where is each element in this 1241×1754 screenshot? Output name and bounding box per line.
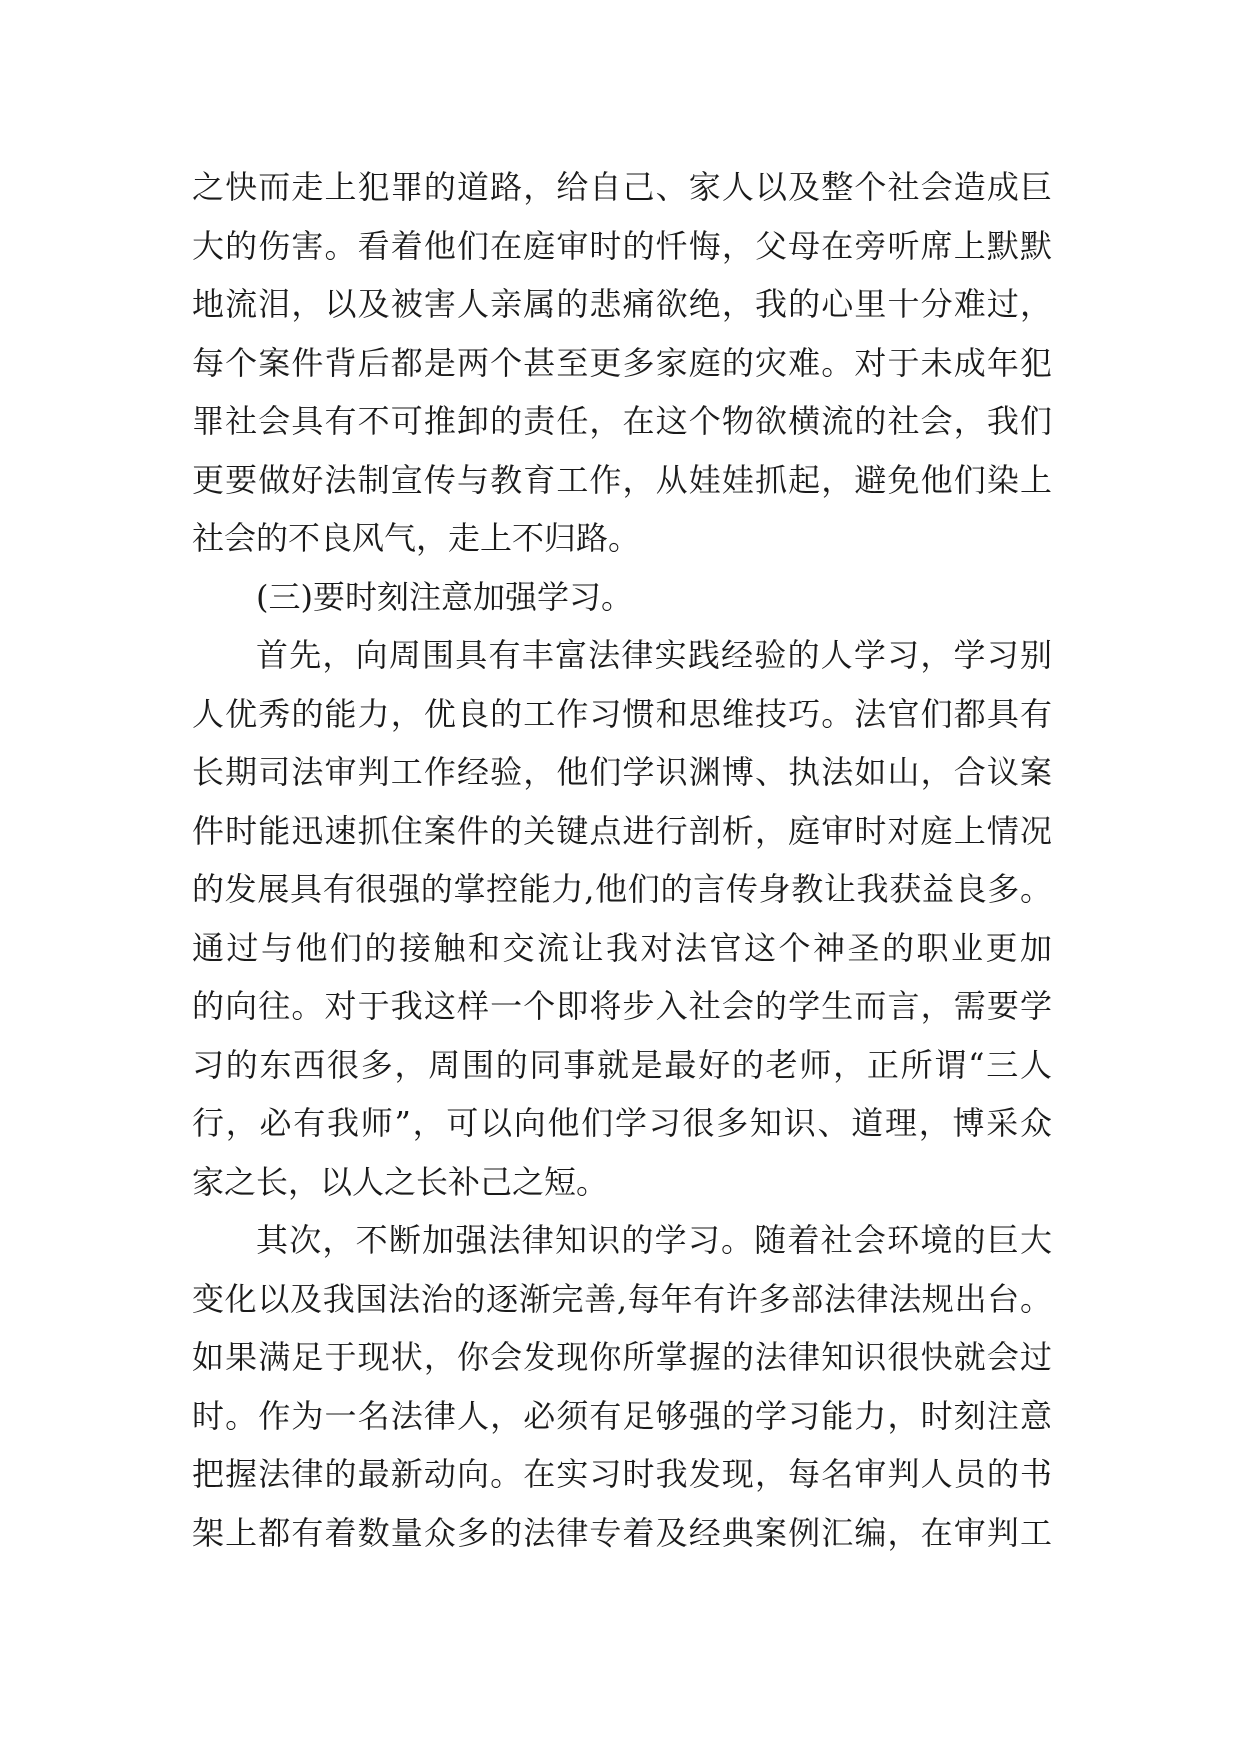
text-line: 罪社会具有不可推卸的责任，在这个物欲横流的社会，我们 — [192, 402, 1052, 440]
text-line: 社会的不良风气，走上不归路。 — [192, 519, 641, 557]
text-line: 的发展具有很强的掌控能力,他们的言传身教让我获益良多。 — [192, 870, 1052, 908]
text-line: 行，必有我师”，可以向他们学习很多知识、道理，博采众 — [192, 1104, 1052, 1142]
text-line: 时。作为一名法律人，必须有足够强的学习能力，时刻注意 — [192, 1396, 1052, 1435]
text-line: 长期司法审判工作经验，他们学识渊博、执法如山，合议案 — [192, 753, 1052, 791]
paragraph-1 — [192, 158, 1052, 568]
text-line: 变化以及我国法治的逐渐完善,每年有许多部法律法规出台。 — [192, 1279, 1052, 1318]
body-text — [192, 158, 1052, 1562]
text-line: 把握法律的最新动向。在实习时我发现，每名审判人员的书 — [192, 1455, 1052, 1493]
text-line: 习的东西很多，周围的同事就是最好的老师，正所谓“三人 — [192, 1045, 1052, 1084]
paragraph-3 — [192, 626, 1052, 1211]
paragraph-4 — [192, 1211, 1052, 1562]
text-line: 每个案件背后都是两个甚至更多家庭的灾难。对于未成年犯 — [192, 343, 1052, 382]
text-line: 架上都有着数量众多的法律专着及经典案例汇编，在审判工 — [192, 1513, 1052, 1552]
text-line: 件时能迅速抓住案件的关键点进行剖析，庭审时对庭上情况 — [192, 811, 1052, 850]
text-line: 其次，不断加强法律知识的学习。随着社会环境的巨大 — [256, 1221, 1052, 1259]
text-line: 大的伤害。看着他们在庭审时的忏悔，父母在旁听席上默默 — [192, 226, 1052, 265]
text-line: 之快而走上犯罪的道路，给自己、家人以及整个社会造成巨 — [192, 168, 1052, 206]
text-line: 通过与他们的接触和交流让我对法官这个神圣的职业更加 — [192, 928, 1052, 967]
text-line: 如果满足于现状，你会发现你所掌握的法律知识很快就会过 — [192, 1338, 1052, 1376]
text-line: 地流泪，以及被害人亲属的悲痛欲绝，我的心里十分难过， — [192, 285, 1052, 323]
text-line: 的向往。对于我这样一个即将步入社会的学生而言，需要学 — [192, 987, 1052, 1025]
text-line: 家之长，以人之长补己之短。 — [192, 1162, 609, 1201]
text-line: 人优秀的能力，优良的工作习惯和思维技巧。法官们都具有 — [192, 694, 1052, 733]
section-heading — [192, 568, 1052, 627]
text-line: 首先，向周围具有丰富法律实践经验的人学习，学习别 — [256, 636, 1052, 674]
heading-line: (三)要时刻注意加强学习。 — [256, 577, 633, 616]
text-line: 更要做好法制宣传与教育工作，从娃娃抓起，避免他们染上 — [192, 460, 1052, 499]
